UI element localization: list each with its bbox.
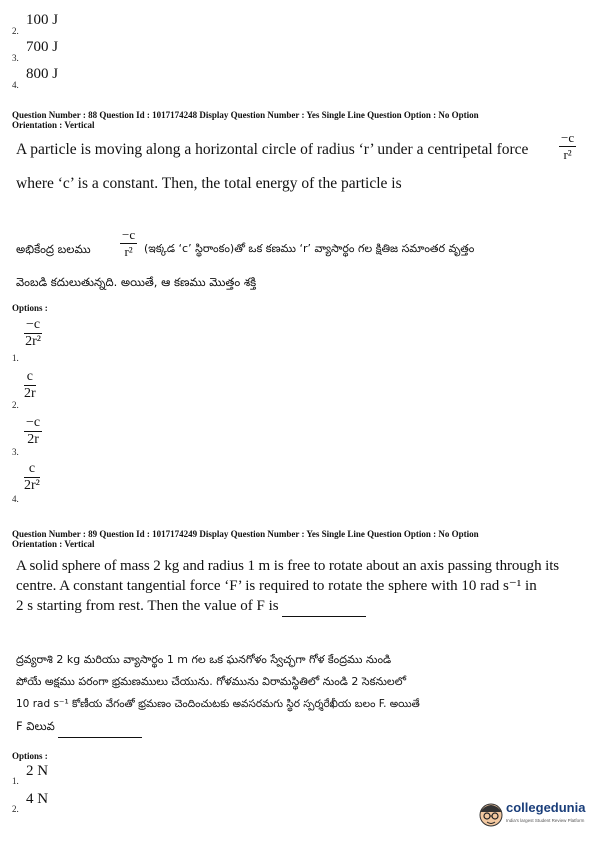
meta-line: Orientation : Vertical xyxy=(12,120,95,130)
telugu-text: పోయే అక్షము పరంగా భ్రమణములు చేయును. గోళమును విరామస్థితిలో నుండి 2 సెకనులలో xyxy=(16,675,407,688)
option-number: 1. xyxy=(12,353,19,363)
fraction-denominator: r² xyxy=(563,147,572,162)
fraction-numerator: −c xyxy=(26,415,41,430)
question-text: centre. A constant tangential force ‘F’ is required to rotate the sphere with 10 rad s⁻¹ in xyxy=(16,578,537,594)
telugu-text: (ఇక్కడ ‘c’ స్థిరాంకం)తో ఒక కణము ‘r’ వ్యాసార్థం గల క్షితిజ సమాంతర వృత్తం xyxy=(144,242,475,255)
option-number: 2. xyxy=(12,804,19,814)
option-text: 700 J xyxy=(26,39,59,55)
fraction-denominator: r² xyxy=(124,244,133,259)
question-meta xyxy=(12,529,572,549)
question-text-line: 2 s starting from rest. Then the value of F is xyxy=(16,598,279,614)
fraction-numerator: −c xyxy=(26,317,41,332)
telugu-text xyxy=(16,715,142,738)
question-text: A particle is moving along a horizontal circle of radius ‘r’ under a centripetal force xyxy=(16,141,529,158)
telugu-text: అభికేంద్ర బలము xyxy=(16,242,91,256)
fraction-denominator: 2r² xyxy=(25,334,41,349)
option-number: 3. xyxy=(12,53,19,63)
option-text: 800 J xyxy=(26,66,59,82)
telugu-text-line: F విలువ xyxy=(16,719,55,733)
option-fraction[interactable] xyxy=(24,462,40,493)
fraction xyxy=(120,228,137,259)
option-number: 3. xyxy=(12,447,19,457)
option-text: 100 J xyxy=(26,12,59,28)
option-number: 4. xyxy=(12,494,19,504)
question-text: A solid sphere of mass 2 kg and radius 1 m is free to rotate about an axis passing through its xyxy=(16,558,560,574)
options-label: Options : xyxy=(12,751,48,761)
answer-blank xyxy=(282,596,366,617)
option-text[interactable]: 2 N xyxy=(26,763,49,779)
fraction-denominator: 2r xyxy=(24,386,36,401)
collegedunia-logo xyxy=(476,796,588,836)
telugu-text: 10 rad s⁻¹ కోణీయ వేగంతో భ్రమణం చెందించుటకు అవసరమగు స్థిర స్పర్శరేఖీయ బలం F. అయితే xyxy=(16,698,420,710)
question-text xyxy=(16,596,366,617)
option-number: 2. xyxy=(12,26,19,36)
fraction-numerator: c xyxy=(28,461,36,476)
telugu-text: ద్రవ్యరాశి 2 kg మరియు వ్యాసార్థం 1 m గల ఒక ఘనగోళం స్వేచ్ఛగా గోళ కేంద్రము నుండి xyxy=(16,653,392,666)
options-label: Options : xyxy=(12,303,48,313)
meta-line: Orientation : Vertical xyxy=(12,539,95,549)
meta-line: Question Number : 88 Question Id : 1017174248 Display Question Number : Yes Single Line Question Option : No Option xyxy=(12,110,479,120)
fraction-numerator: c xyxy=(26,369,33,384)
option-fraction[interactable] xyxy=(24,318,42,349)
mascot-icon xyxy=(478,800,504,830)
question-text: where ‘c’ is a constant. Then, the total energy of the particle is xyxy=(16,175,402,192)
telugu-text: వెంబడి కదులుతున్నది. అయితే, ఆ కణము మొత్తం శక్తి xyxy=(16,275,257,289)
option-number: 2. xyxy=(12,400,19,410)
option-text[interactable]: 4 N xyxy=(26,791,49,807)
answer-blank xyxy=(58,715,142,738)
fraction-numerator: −c xyxy=(122,227,136,242)
fraction-denominator: 2r² xyxy=(24,478,40,493)
logo-text: collegedunia xyxy=(506,800,586,815)
meta-line: Question Number : 89 Question Id : 1017174249 Display Question Number : Yes Single Line Question Option : No Option xyxy=(12,529,479,539)
fraction-denominator: 2r xyxy=(27,432,39,447)
question-meta xyxy=(12,110,572,130)
option-fraction[interactable] xyxy=(24,416,42,447)
fraction xyxy=(559,131,576,162)
option-number: 4. xyxy=(12,80,19,90)
fraction-numerator: −c xyxy=(561,130,575,145)
logo-tagline: India's largest Student Review Platform xyxy=(506,818,585,823)
option-number: 1. xyxy=(12,776,19,786)
option-fraction[interactable] xyxy=(24,370,36,401)
